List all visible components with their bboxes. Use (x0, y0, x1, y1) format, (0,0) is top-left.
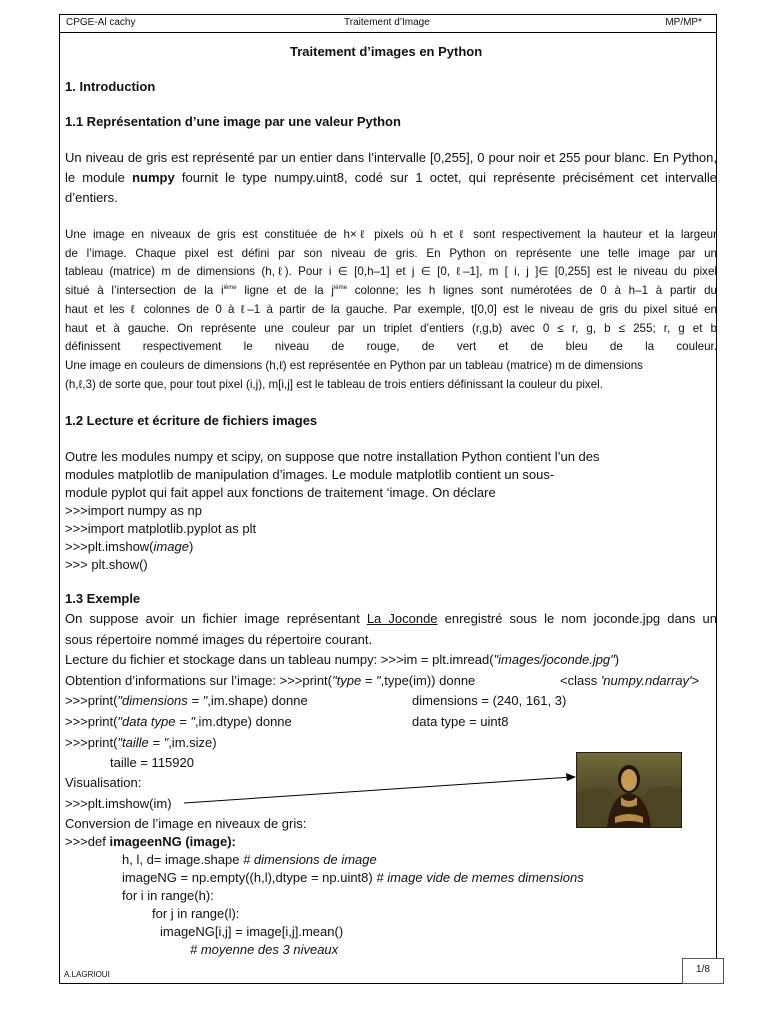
code-for-j: for j in range(l): (152, 906, 240, 921)
header-center: Traitement d’Image (344, 17, 430, 28)
p2-line-8: Une image en couleurs de dimensions (h,ℓ) est représentée en Python par un tableau (matrice) m de dimensions (65, 358, 643, 372)
p2-line-9: (h,ℓ,3) de sorte que, pour tout pixel (i,j), m[i,j] est le tableau de trois entiers définissant la couleur du pixel. (65, 377, 603, 391)
p2-line-5: haut et les ℓ colonnes de 0 à ℓ–1 à partir de la gauche. Par exemple, t[0,0] est le niveau de gris du pixel situé en (65, 302, 717, 316)
ex-l7c: ,im.size) (168, 735, 217, 750)
ex-l3b: "images/joconde.jpg" (493, 652, 615, 667)
ex-l14a: imageNG = np.empty((h,l),dtype = np.uint8) (122, 870, 377, 885)
example-line-2: sous répertoire nommé images du répertoire courant. (65, 632, 373, 647)
p2-line-3: tableau (matrice) m de dimensions (h,ℓ). Pour i ∈ [0,h–1] et j ∈ [0, ℓ–1], m [ i, j ]∈ [0,255] est le niveau du pixel (65, 265, 717, 279)
header-left: CPGE-Al cachy (66, 17, 136, 28)
document-title: Traitement d’images en Python (290, 44, 483, 59)
p2-line-7: définissent respectivement le niveau de rouge, de vert et de bleu de la couleur. (65, 340, 717, 354)
p2-line-4a: situé à l’intersection de la i (65, 284, 224, 298)
arrow-head (566, 773, 576, 781)
section-1-3: 1.3 Exemple (65, 591, 141, 606)
p1-text-c: fournit le type numpy.uint8, codé sur 1 octet, qui représente précisément cet intervalle d’entiers. (65, 170, 717, 205)
example-line-8: taille = 115920 (110, 755, 194, 770)
example-line-10: >>>plt.imshow(im) (65, 796, 172, 811)
ex-l13b: # dimensions de image (243, 852, 377, 867)
superscript-ieme-1: ième (223, 285, 237, 292)
example-line-9: Visualisation: (65, 775, 142, 790)
footer-author: A.LAGRIOUI (64, 970, 110, 979)
ex-l3c: ) (614, 652, 620, 667)
p3-line-3: module pyplot qui fait appel aux fonctions de traitement ‘image. On déclare (65, 485, 496, 500)
p1-numpy: numpy (132, 170, 175, 185)
p2-line-6: haut et à gauche. On représente une couleur par un triplet d’entiers (r,g,b) avec 0 ≤ r, g, b ≤ 255; r, g et b (65, 321, 717, 335)
ex-l12b: imageenNG (image): (109, 834, 236, 849)
ex-l4b: "type = " (332, 673, 381, 688)
ex-l7b: "taille = " (117, 735, 169, 750)
code-import-pyplot: >>>import matplotlib.pyplot as plt (65, 521, 257, 536)
section-1-2: 1.2 Lecture et écriture de fichiers images (65, 413, 318, 428)
p1-text-a: Un niveau de gris est représenté par un entier dans l’intervalle [0,255], 0 pour noir et 255 pour blanc. En Python, le module (65, 150, 717, 185)
p3-line-1: Outre les modules numpy et scipy, on suppose que notre installation Python contient l’un des (65, 449, 600, 464)
code-show: >>> plt.show() (65, 557, 148, 572)
p2-line-2: de l’image. Chaque pixel est défini par son niveau de gris. En Python on représente une telle image par un (65, 246, 717, 260)
ex-l13a: h, l, d= image.shape (122, 852, 244, 867)
la-joconde-link: La Joconde (366, 611, 438, 626)
ex-l4c: ,type(im)) donne (380, 673, 476, 688)
mona-lisa-image (576, 752, 682, 828)
ex-l5c: ,im.shape) donne (207, 693, 308, 708)
code-mean-line: imageNG[i,j] = image[i,j].mean() (160, 924, 344, 939)
example-line-6-result: data type = uint8 (412, 714, 509, 729)
page-number: 1/8 (696, 964, 710, 975)
code-close-paren: ) (188, 539, 194, 554)
ex-l1a: On suppose avoir un fichier image représentant (65, 611, 367, 626)
ex-l5a: >>>print( (65, 693, 118, 708)
code-imshow-prefix: >>>plt.imshow( (65, 539, 154, 554)
ex-l14b: # image vide de memes dimensions (376, 870, 584, 885)
ex-l4e: 'numpy.ndarray' (600, 673, 692, 688)
ex-l12a: >>>def (65, 834, 110, 849)
ex-l4f: > (691, 673, 700, 688)
p2-line-4b: ligne et de la j (236, 284, 334, 298)
ex-l7a: >>>print( (65, 735, 118, 750)
code-comment-mean: # moyenne des 3 niveaux (190, 942, 339, 957)
code-for-i: for i in range(h): (122, 888, 214, 903)
arrow-line (184, 777, 572, 803)
code-image-word: image (153, 539, 189, 554)
mona-lisa-drawing (577, 753, 681, 827)
section-introduction: 1. Introduction (65, 79, 156, 94)
ex-l3a: Lecture du fichier et stockage dans un tableau numpy: >>>im = plt.imread( (65, 652, 494, 667)
page-number-box (682, 958, 724, 984)
p2-line-4c: colonne; les h lignes sont numérotées de 0 à h–1 à partir du (346, 284, 717, 298)
code-import-numpy: >>>import numpy as np (65, 503, 202, 518)
ex-l1c: enregistré sous le nom joconde.jpg dans un (437, 611, 717, 626)
example-line-5-result: dimensions = (240, 161, 3) (412, 693, 567, 708)
ex-l6c: ,im.dtype) donne (194, 714, 292, 729)
example-line-11: Conversion de l’image en niveaux de gris: (65, 816, 307, 831)
ex-l6a: >>>print( (65, 714, 118, 729)
ex-l5b: "dimensions = " (117, 693, 208, 708)
superscript-ieme-2: ième (333, 285, 347, 292)
header-right: MP/MP* (665, 17, 702, 28)
ex-l4a: Obtention d’informations sur l’image: >>>print( (65, 673, 332, 688)
p2-line-1: Une image en niveaux de gris est constituée de h×ℓ pixels où h et ℓ sont respectivement la hauteur et la largeur (65, 228, 717, 241)
p3-line-2: modules matplotlib de manipulation d’images. Le module matplotlib contient un sous- (65, 467, 555, 482)
section-1-1: 1.1 Représentation d’une image par une valeur Python (65, 114, 401, 129)
ex-l4d: <class (560, 673, 601, 688)
ex-l6b: "data type = " (117, 714, 195, 729)
